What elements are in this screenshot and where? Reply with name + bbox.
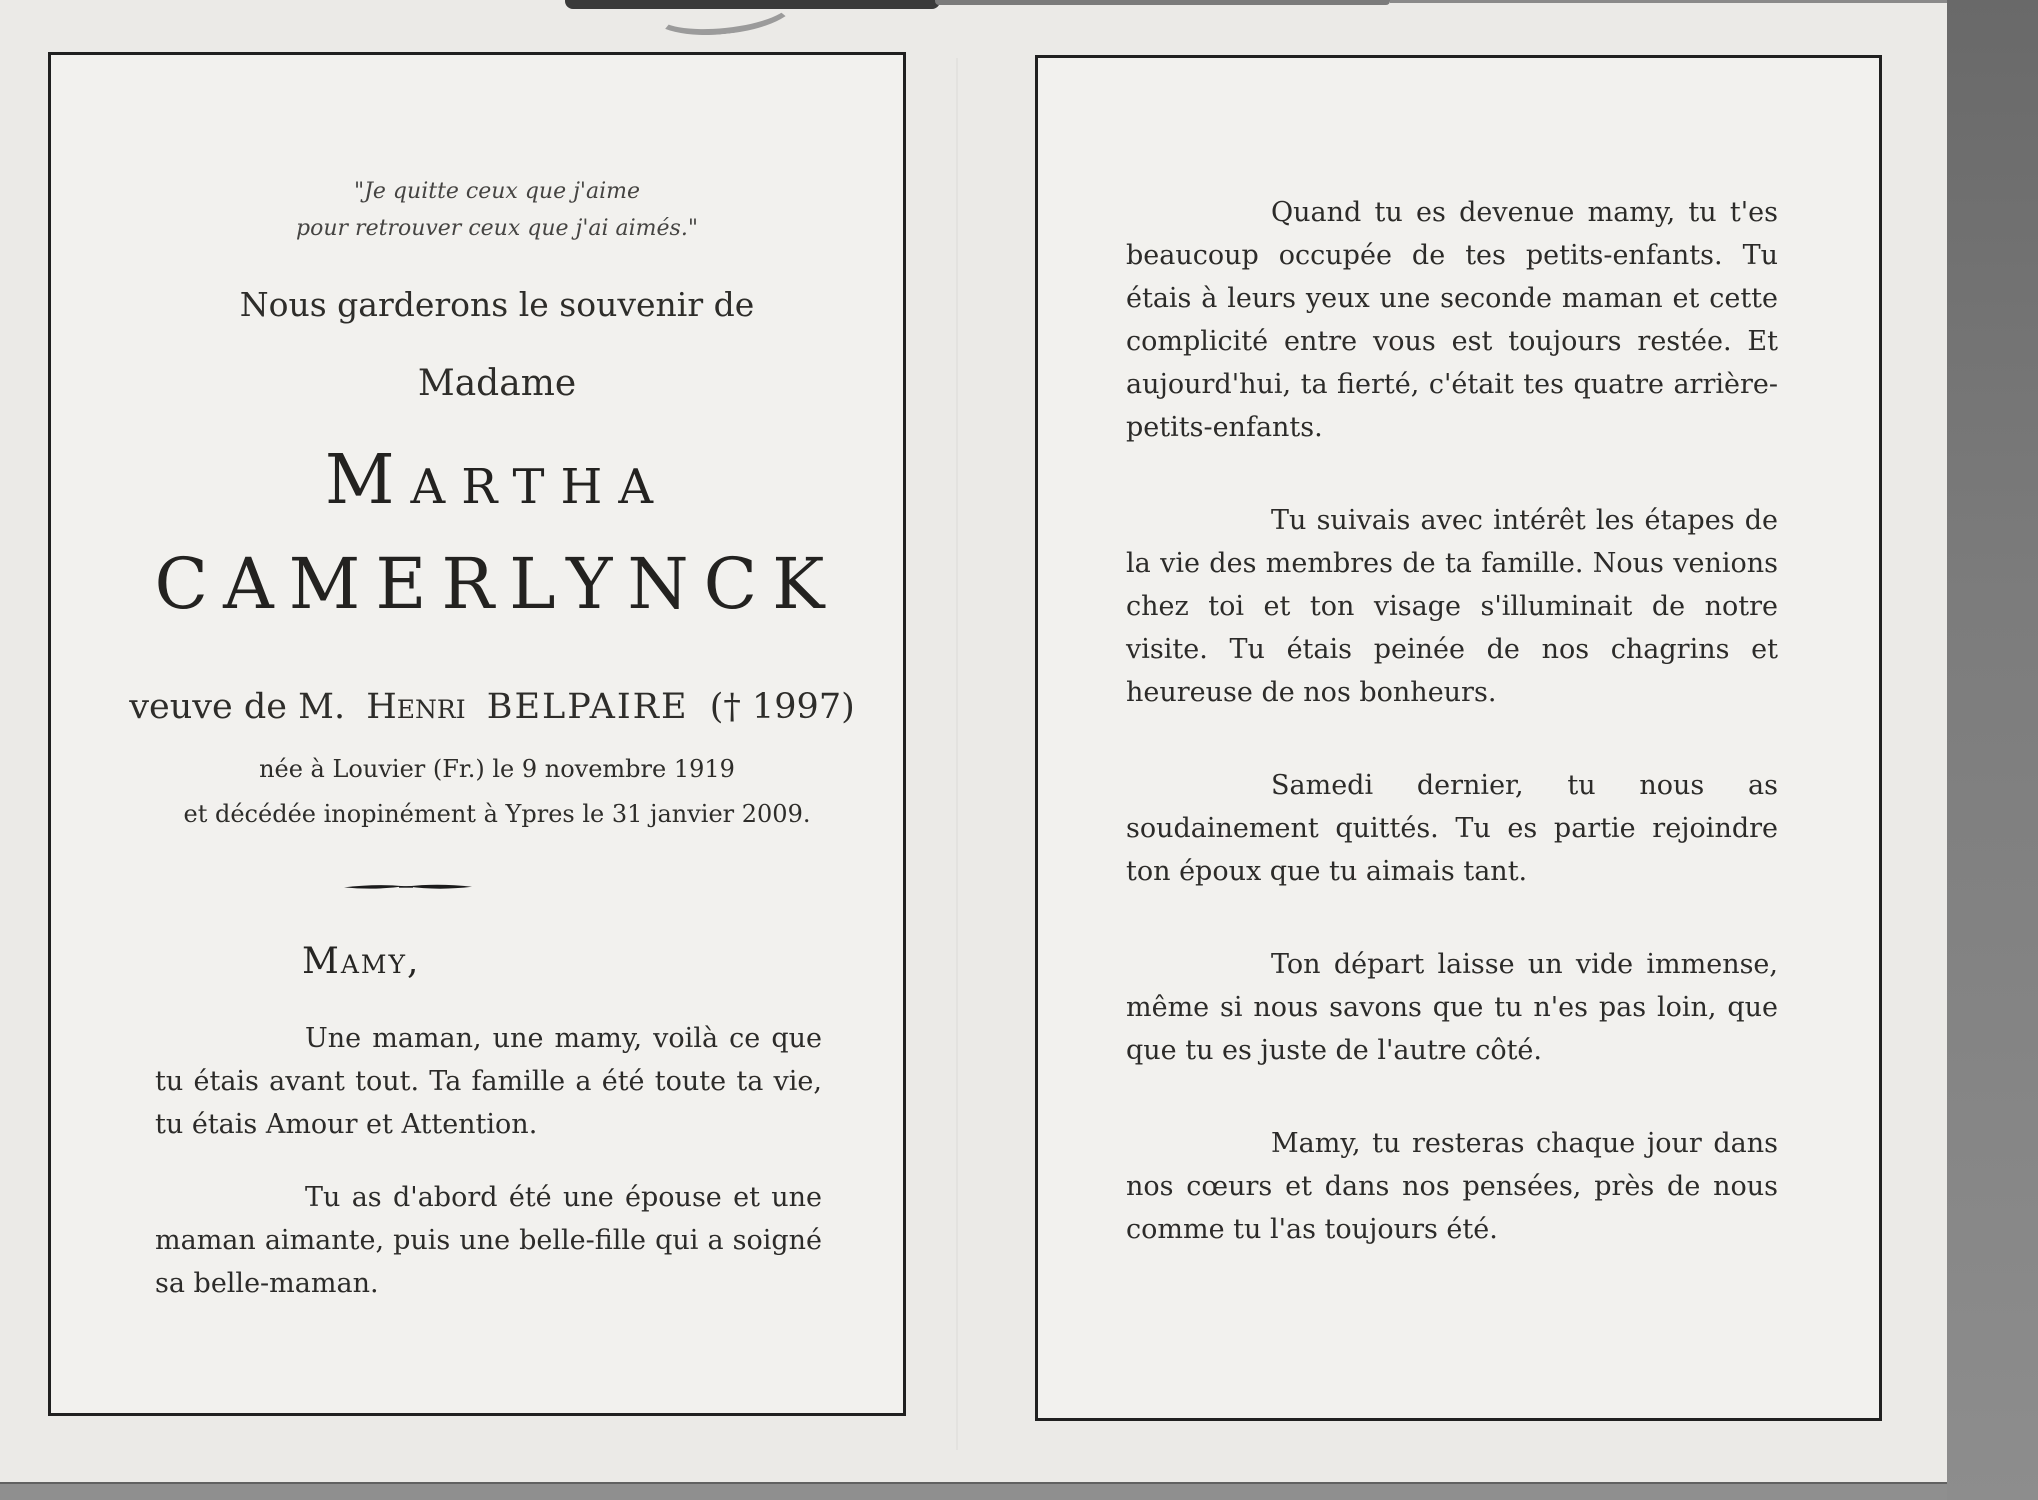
widow-prefix: veuve de M. <box>129 687 346 727</box>
deceased-first-name: Martha <box>324 441 670 520</box>
deceased-last-name: CAMERLYNCK <box>154 543 840 625</box>
birth-line: née à Louvier (Fr.) le 9 novembre 1919 <box>259 755 735 783</box>
right-paragraph-1: Quand tu es devenue mamy, tu t'es beaucoup occupée de tes petits-enfants. Tu étais à leurs yeux une seconde maman et cette complicité entre vous est toujours restée. Et aujourd'hui, ta fierté, c'était tes quatre arrière-petits-enfants. <box>1126 197 1778 443</box>
left-paragraph-1: Une maman, une mamy, voilà ce que tu étais avant tout. Ta famille a été toute ta vie, tu étais Amour et Attention. <box>155 1023 822 1140</box>
right-paragraph-2: Tu suivais avec intérêt les étapes de la vie des membres de ta famille. Nous venions chez toi et ton visage s'illuminait de notre visite. Tu étais peinée de nos chagrins et heureuse de nos bonheurs. <box>1126 505 1778 708</box>
quote-line-2: pour retrouver ceux que j'ai aimés." <box>296 216 698 241</box>
right-paragraph-4: Ton départ laisse un vide immense, même si nous savons que tu n'es pas loin, que que tu es juste de l'autre côté. <box>1126 949 1778 1066</box>
intro-line: Nous garderons le souvenir de <box>239 285 755 324</box>
quote-line-1: "Je quitte ceux que j'aime <box>353 179 640 204</box>
tapered-divider-rule <box>343 881 473 893</box>
scan-edge-band-right <box>1947 0 2038 1500</box>
honorific-title: Madame <box>417 363 577 404</box>
husband-last-name: BELPAIRE <box>486 687 689 727</box>
right-paragraph-5: Mamy, tu resteras chaque jour dans nos cœurs et dans nos pensées, près de nous comme tu l'as toujours été. <box>1126 1128 1778 1245</box>
right-paragraph-3: Samedi dernier, tu nous as soudainement quittés. Tu es partie rejoindre ton époux que tu aimais tant. <box>1126 770 1778 887</box>
left-page-body-text <box>155 1017 822 1335</box>
scan-artifact-top-streak-light <box>935 0 1390 5</box>
death-line: et décédée inopinément à Ypres le 31 janvier 2009. <box>183 800 811 828</box>
page-fold-crease <box>956 58 958 1450</box>
memorial-card-right-page <box>1035 55 1882 1421</box>
scan-artifact-top-line <box>1390 0 1947 3</box>
scan-artifact-hook-smudge <box>650 0 798 41</box>
widow-line <box>71 687 923 727</box>
salutation: Mamy, <box>302 941 421 982</box>
right-page-body-text <box>1126 191 1778 1301</box>
scan-edge-band-bottom <box>0 1482 1947 1500</box>
husband-first-name: Henri <box>366 687 466 727</box>
memorial-card-left-page <box>48 52 906 1416</box>
husband-death-note: († 1997) <box>709 687 855 727</box>
opening-quote <box>71 173 923 247</box>
left-paragraph-2: Tu as d'abord été une épouse et une maman aimante, puis une belle-fille qui a soigné sa belle-maman. <box>155 1182 822 1299</box>
